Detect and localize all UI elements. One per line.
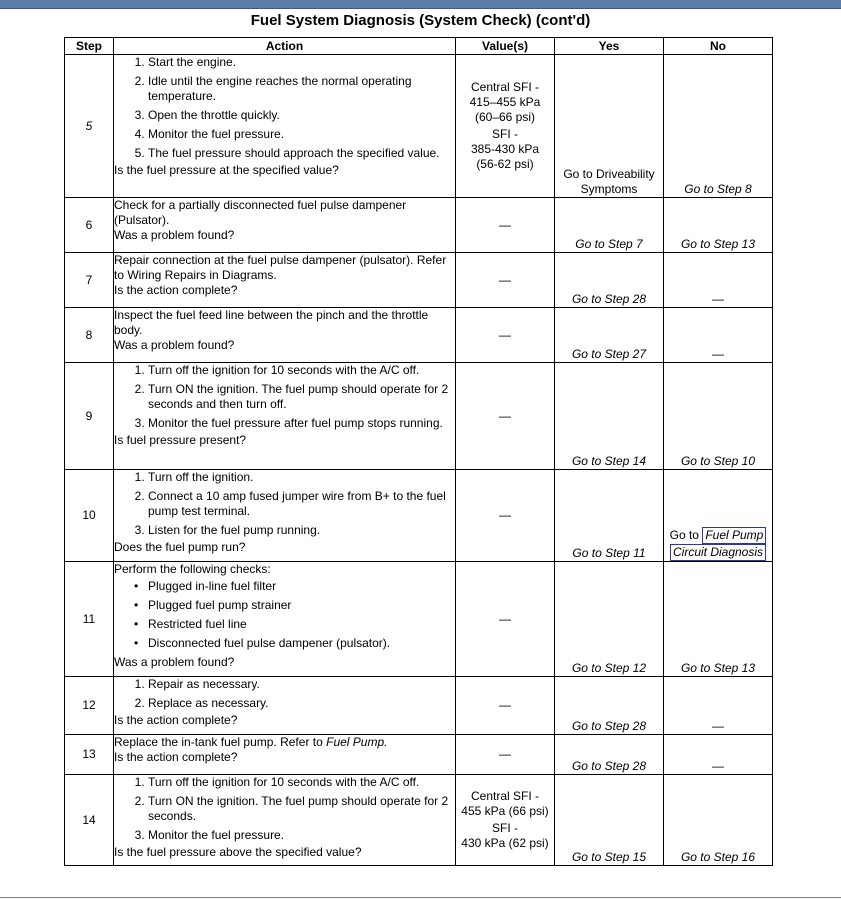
action-step: 1. Start the engine.: [148, 55, 455, 70]
value-cell: —: [456, 470, 555, 562]
step-number: 13: [65, 735, 114, 775]
action-cell: [114, 198, 456, 253]
action-steps: [114, 775, 455, 843]
yes-cell: Go to Step 14: [555, 363, 664, 470]
table-row: [65, 253, 773, 308]
action-steps: [114, 363, 455, 431]
step-number: 5: [65, 55, 114, 198]
action-cell: [114, 775, 456, 866]
action-cell: [114, 363, 456, 470]
action-question: Was a problem found?: [114, 655, 235, 669]
action-text: Inspect the fuel feed line between the pinch and the throttle body.: [114, 308, 429, 337]
no-cell: Go to Step 10: [664, 363, 773, 470]
no-cell: Go to Step 13: [664, 198, 773, 253]
action-question: Is the fuel pressure above the specified value?: [114, 845, 362, 859]
yes-cell: Go to Step 7: [555, 198, 664, 253]
action-step: 5. The fuel pressure should approach the specified value.: [148, 146, 455, 161]
action-step: 2. Turn ON the ignition. The fuel pump should operate for 2 seconds and then turn off.: [148, 382, 455, 412]
table-row: [65, 55, 773, 198]
fuel-pump-reference: Fuel Pump.: [326, 735, 388, 749]
action-question: Is the fuel pressure at the specified value?: [114, 163, 339, 177]
check-list: [114, 579, 455, 651]
header-step: Step: [65, 38, 114, 55]
action-question: Is the action complete?: [114, 283, 238, 297]
no-cell: —: [664, 677, 773, 735]
action-text: Replace the in-tank fuel pump. Refer to: [114, 735, 323, 749]
value-text: (60–66 psi): [474, 110, 536, 124]
check-item: • Plugged fuel pump strainer: [148, 598, 455, 613]
yes-text: Symptoms: [580, 182, 638, 196]
table-row: [65, 198, 773, 253]
action-step: 2. Connect a 10 amp fused jumper wire from B+ to the fuel pump test terminal.: [148, 489, 455, 519]
action-question: Was a problem found?: [114, 228, 235, 242]
value-cell: —: [456, 562, 555, 677]
table-row: [65, 363, 773, 470]
table-header-row: [65, 38, 773, 55]
action-step: 1. Repair as necessary.: [148, 677, 455, 692]
value-cell: —: [456, 677, 555, 735]
table-row: [65, 775, 773, 866]
value-text: (56-62 psi): [476, 157, 534, 171]
value-cell: —: [456, 198, 555, 253]
value-text: 415–455 kPa: [469, 95, 541, 109]
circuit-diagnosis-link[interactable]: Circuit Diagnosis: [670, 544, 766, 561]
step-number: 14: [65, 775, 114, 866]
table-row: [65, 308, 773, 363]
yes-cell: Go to Step 28: [555, 735, 664, 775]
header-values: Value(s): [456, 38, 555, 55]
value-text: Central SFI -: [470, 789, 539, 803]
action-cell: [114, 308, 456, 363]
action-step: 2. Turn ON the ignition. The fuel pump should operate for 2 seconds.: [148, 794, 455, 824]
action-step: 2. Idle until the engine reaches the normal operating temperature.: [148, 74, 455, 104]
yes-cell: Go to Step 28: [555, 253, 664, 308]
value-text: 455 kPa (66 psi): [461, 804, 549, 818]
table-row: [65, 735, 773, 775]
table-row: [65, 562, 773, 677]
action-step: 3. Monitor the fuel pressure.: [148, 828, 455, 843]
no-cell: Go to Step 16: [664, 775, 773, 866]
yes-cell: Go to Step 27: [555, 308, 664, 363]
action-steps: [114, 55, 455, 161]
no-cell: Go to Step 8: [664, 55, 773, 198]
action-step: 1. Turn off the ignition for 10 seconds with the A/C off.: [148, 775, 455, 790]
step-number: 6: [65, 198, 114, 253]
step-number: 7: [65, 253, 114, 308]
action-question: Is fuel pressure present?: [114, 433, 247, 447]
action-step: 1. Turn off the ignition.: [148, 470, 455, 485]
fuel-pump-link[interactable]: Fuel Pump: [702, 527, 766, 544]
no-prefix-text: Go to: [669, 528, 699, 542]
action-question: Does the fuel pump run?: [114, 540, 246, 554]
value-cell: —: [456, 253, 555, 308]
step-number: 11: [65, 562, 114, 677]
value-text: 430 kPa (62 psi): [461, 836, 549, 850]
yes-cell: Go to Step 12: [555, 562, 664, 677]
no-cell: —: [664, 735, 773, 775]
page-title: Fuel System Diagnosis (System Check) (cont'd): [250, 12, 591, 29]
bottom-divider: [0, 897, 841, 898]
diagnosis-table: [64, 37, 773, 866]
no-cell: —: [664, 253, 773, 308]
value-cell: —: [456, 308, 555, 363]
action-cell: [114, 735, 456, 775]
step-number: 8: [65, 308, 114, 363]
action-question: Is the action complete?: [114, 713, 238, 727]
header-no: No: [664, 38, 773, 55]
step-number: 9: [65, 363, 114, 470]
table-row: [65, 677, 773, 735]
action-cell: [114, 562, 456, 677]
action-steps: [114, 470, 455, 538]
value-cell: [456, 55, 555, 198]
no-cell: Go to Step 13: [664, 562, 773, 677]
action-step: 3. Open the throttle quickly.: [148, 108, 455, 123]
action-step: 1. Turn off the ignition for 10 seconds with the A/C off.: [148, 363, 455, 378]
yes-cell: Go to Step 11: [555, 470, 664, 562]
action-cell: [114, 253, 456, 308]
value-text: Central SFI -: [470, 80, 539, 94]
step-number: 10: [65, 470, 114, 562]
action-step: 3. Monitor the fuel pressure after fuel pump stops running.: [148, 416, 455, 431]
table-row: [65, 470, 773, 562]
action-text: Repair connection at the fuel pulse dampener (pulsator). Refer to Wiring Repairs in Diagrams.: [114, 253, 447, 282]
value-text: 385-430 kPa: [470, 142, 540, 156]
check-item: • Restricted fuel line: [148, 617, 455, 632]
header-yes: Yes: [555, 38, 664, 55]
no-cell: —: [664, 308, 773, 363]
action-cell: [114, 677, 456, 735]
value-cell: —: [456, 735, 555, 775]
action-question: Is the action complete?: [114, 750, 238, 764]
check-item: • Plugged in-line fuel filter: [148, 579, 455, 594]
action-cell: [114, 470, 456, 562]
yes-cell: Go to Step 15: [555, 775, 664, 866]
action-question: Was a problem found?: [114, 338, 235, 352]
action-cell: [114, 55, 456, 198]
check-item: • Disconnected fuel pulse dampener (pulsator).: [148, 636, 455, 651]
value-cell: —: [456, 363, 555, 470]
action-step: 4. Monitor the fuel pressure.: [148, 127, 455, 142]
yes-text: Go to Driveability: [563, 167, 655, 181]
value-cell: [456, 775, 555, 866]
window-top-bar: [0, 0, 841, 9]
action-text: Perform the following checks:: [114, 562, 271, 576]
action-step: 3. Listen for the fuel pump running.: [148, 523, 455, 538]
no-cell: [664, 470, 773, 562]
value-text: SFI -: [492, 821, 518, 835]
action-step: 2. Replace as necessary.: [148, 696, 455, 711]
yes-cell: Go to Step 28: [555, 677, 664, 735]
yes-cell: [555, 55, 664, 198]
action-steps: [114, 677, 455, 711]
header-action: Action: [114, 38, 456, 55]
value-text: SFI -: [492, 127, 518, 141]
step-number: 12: [65, 677, 114, 735]
action-text: Check for a partially disconnected fuel pulse dampener (Pulsator).: [114, 198, 407, 227]
